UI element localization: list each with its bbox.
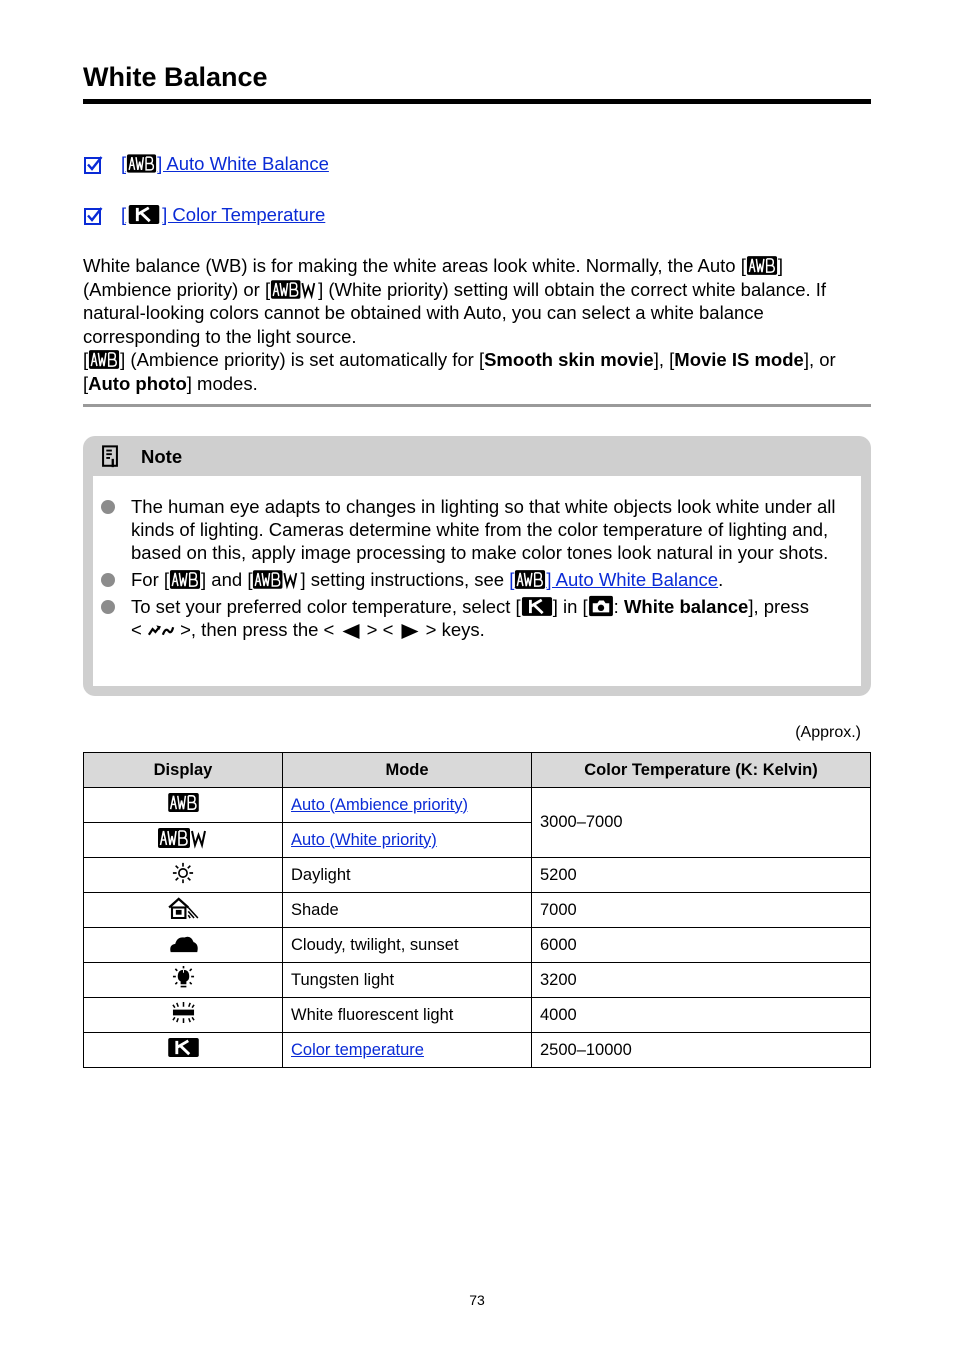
checkbox-link-icon (84, 155, 103, 174)
bullet-icon (101, 600, 115, 614)
text-run: > < (361, 619, 399, 641)
approx-label: (Approx.) (795, 724, 861, 741)
note-list (93, 495, 853, 645)
text-run: ] in [ (552, 595, 588, 617)
awb-icon (169, 569, 201, 590)
note-icon (101, 445, 119, 469)
kelvin-icon (167, 1037, 200, 1058)
text-run: To set your preferred color temperature, select [ (131, 595, 521, 617)
table-row (84, 928, 871, 963)
toc-bracket: [ (121, 204, 127, 225)
shade-icon (167, 896, 200, 919)
main-dial-icon (147, 622, 175, 640)
toc-link-auto-white-balance[interactable] (84, 153, 329, 175)
awb-icon (746, 255, 778, 276)
kelvin-icon (126, 204, 162, 225)
auto-white-balance-link[interactable] (509, 569, 718, 590)
intro-paragraph-1 (83, 254, 873, 348)
display-cell (84, 963, 283, 998)
note-item (93, 568, 853, 591)
header-color-temperature: Color Temperature (K: Kelvin) (532, 753, 871, 788)
toc-label: ] Color Temperature (162, 204, 326, 225)
auto-ambience-priority-link[interactable]: Auto (Ambience priority) (291, 795, 468, 814)
awbw-icon (156, 827, 210, 849)
mode-cell (283, 823, 532, 858)
text-run: ] Auto White Balance (546, 569, 719, 591)
kelvin-icon (521, 596, 553, 617)
header-display: Display (84, 753, 283, 788)
page-number: 73 (469, 1292, 485, 1308)
text-run: : (613, 595, 624, 617)
temperature-cell: 7000 (532, 893, 871, 928)
display-cell (84, 998, 283, 1033)
white-balance-table (83, 752, 871, 1068)
text-run: >, then press the < (174, 619, 340, 641)
checkbox-link-icon (84, 206, 103, 225)
temperature-cell: 5200 (532, 858, 871, 893)
text-run: [ (509, 569, 515, 591)
table-row (84, 1033, 871, 1068)
right-arrow-key-icon (399, 623, 421, 640)
display-cell (84, 893, 283, 928)
temperature-cell: 2500–10000 (532, 1033, 871, 1068)
mode-cell: White fluorescent light (283, 998, 532, 1033)
tungsten-icon (172, 966, 195, 989)
text-run: . (718, 569, 724, 591)
awb-icon (126, 153, 157, 174)
awbw-icon (270, 279, 318, 300)
table-row (84, 858, 871, 893)
awb-icon (88, 349, 120, 370)
text-run: ] (Ambience priority) is set automatically for [ (120, 349, 485, 370)
temperature-cell: 3000–7000 (532, 788, 871, 858)
note-item (93, 595, 853, 641)
awb-icon (514, 569, 546, 590)
section-divider (83, 404, 871, 407)
text-run: White balance (WB) is for making the white areas look white. Normally, the Auto [ (83, 255, 746, 276)
display-cell (84, 788, 283, 823)
toc-bracket: [ (121, 153, 127, 174)
mode-cell: Tungsten light (283, 963, 532, 998)
daylight-icon (172, 862, 194, 884)
mode-name: Smooth skin movie (484, 349, 654, 370)
temperature-cell: 4000 (532, 998, 871, 1033)
text-run: ] modes. (186, 372, 258, 394)
display-cell (84, 1033, 283, 1068)
intro-paragraph-2 (83, 348, 873, 395)
text-run: ] (White priority) setting will obtain the correct white balance. If natural-looking colors cannot be obtained with Auto, you can select a white balance corresponding to the light source. (83, 278, 827, 347)
page-title: White Balance (83, 62, 268, 92)
mode-cell (283, 1033, 532, 1068)
note-box (83, 436, 871, 696)
table-header-row (84, 753, 871, 788)
text-run: > keys. (420, 619, 485, 641)
text-run: < (131, 619, 147, 641)
mode-name: Auto photo (88, 372, 187, 394)
table-row (84, 998, 871, 1033)
toc-link-color-temperature[interactable] (84, 204, 325, 226)
text-run: For [ (131, 569, 170, 591)
temperature-cell: 6000 (532, 928, 871, 963)
display-cell (84, 928, 283, 963)
toc-label: ] Auto White Balance (157, 153, 329, 174)
temperature-cell: 3200 (532, 963, 871, 998)
cloudy-icon (167, 932, 200, 954)
display-cell (84, 858, 283, 893)
fluorescent-icon (171, 1001, 196, 1024)
display-cell (84, 823, 283, 858)
header-mode: Mode (283, 753, 532, 788)
text-run: ], or [ (83, 349, 836, 394)
left-arrow-key-icon (340, 623, 362, 640)
bullet-icon (101, 573, 115, 587)
mode-cell: Daylight (283, 858, 532, 893)
table-row (84, 893, 871, 928)
color-temperature-link[interactable]: Color temperature (291, 1040, 424, 1059)
text-run: ], press (748, 595, 810, 617)
awbw-icon (252, 569, 300, 590)
note-item (93, 495, 853, 565)
note-label: Note (141, 446, 183, 467)
note-body (93, 476, 861, 686)
note-header (83, 436, 871, 476)
title-underline (83, 99, 871, 104)
menu-item-name: White balance (623, 595, 749, 617)
mode-cell: Shade (283, 893, 532, 928)
awb-icon (167, 792, 200, 813)
table-row (84, 788, 871, 823)
auto-white-priority-link[interactable]: Auto (White priority) (291, 830, 437, 849)
mode-cell: Cloudy, twilight, sunset (283, 928, 532, 963)
bullet-icon (101, 500, 115, 514)
table-row (84, 963, 871, 998)
text-run: ] setting instructions, see (300, 569, 510, 591)
note-text: The human eye adapts to changes in lighting so that white objects look white under all kinds of lighting. Cameras determine white from the color temperature of lighting and, based on this, apply image processing to make color tones look natural in your shots. (131, 496, 836, 564)
mode-name: Movie IS mode (674, 349, 804, 370)
camera-tab-icon (588, 595, 614, 617)
text-run: [ (83, 349, 89, 370)
text-run: ], [ (653, 349, 675, 370)
text-run: ] and [ (201, 569, 253, 591)
mode-cell (283, 788, 532, 823)
text-run: ] (Ambience priority) or [ (83, 255, 783, 300)
intro-text (83, 254, 873, 395)
